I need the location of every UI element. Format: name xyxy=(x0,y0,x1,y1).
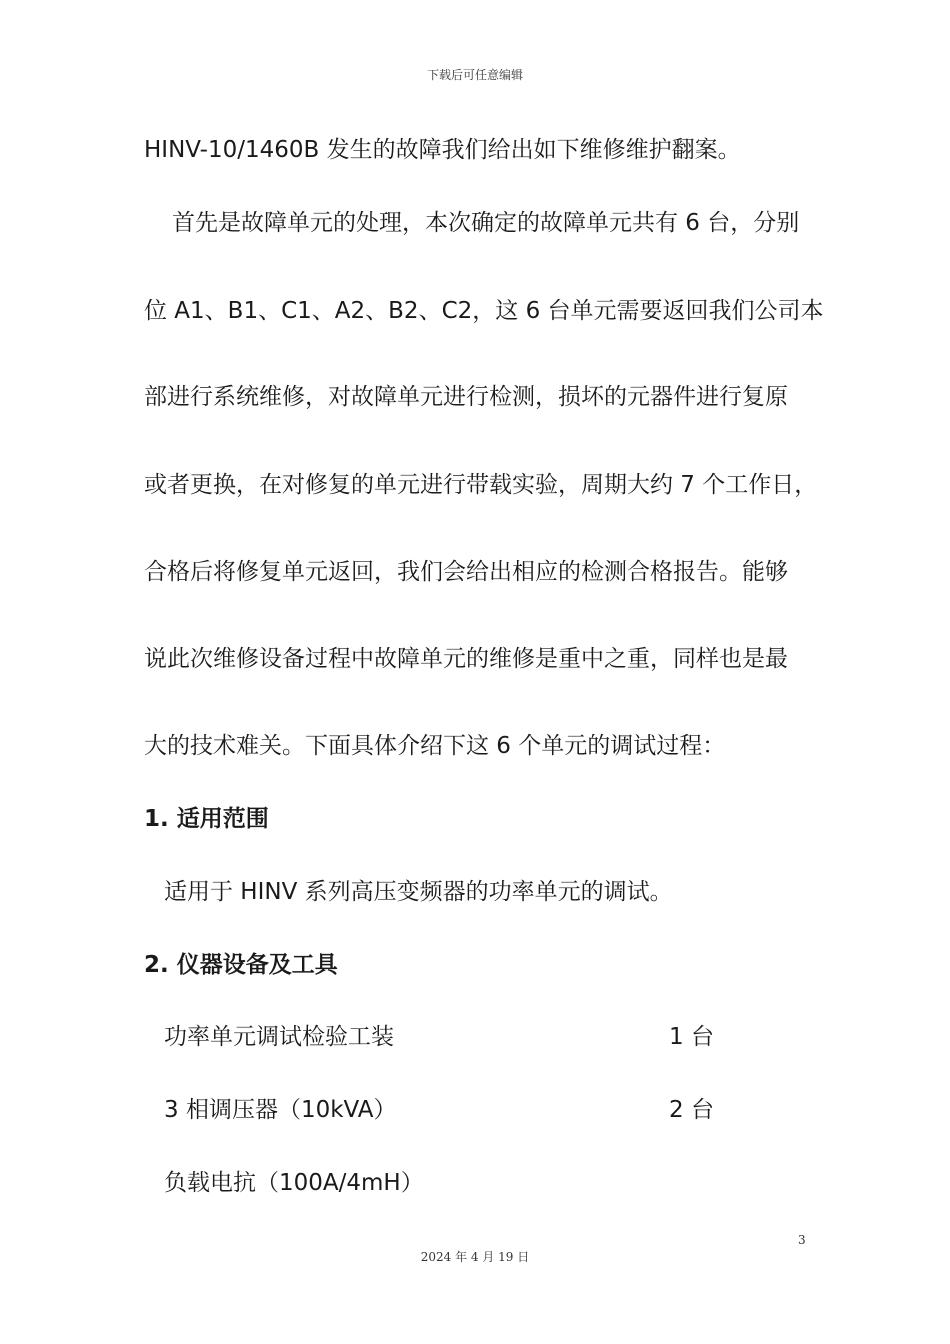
body-line-1: HINV-10/1460B 发生的故障我们给出如下维修维护翻案。 xyxy=(144,137,741,163)
section-heading-equipment: 2. 仪器设备及工具 xyxy=(144,952,338,978)
equipment-item-name: 功率单元调试检验工装 xyxy=(164,1024,394,1050)
body-line-3: 位 A1、B1、C1、A2、B2、C2，这 6 台单元需要返回我们公司本 xyxy=(144,298,824,324)
section-heading-scope: 1. 适用范围 xyxy=(144,806,269,832)
body-line-8: 大的技术难关。下面具体介绍下这 6 个单元的调试过程： xyxy=(144,733,726,759)
body-line-7: 说此次维修设备过程中故障单元的维修是重中之重，同样也是最 xyxy=(144,646,788,672)
body-line-4: 部进行系统维修，对故障单元进行检测，损坏的元器件进行复原 xyxy=(144,384,788,410)
equipment-item-name: 负载电抗（100A/4mH） xyxy=(164,1170,424,1196)
body-line-5: 或者更换，在对修复的单元进行带载实验，周期大约 7 个工作日， xyxy=(144,472,818,498)
page-footer-date: 2024 年 4 月 19 日 xyxy=(420,1250,530,1264)
equipment-item-qty: 2 台 xyxy=(669,1097,714,1123)
page-header: 下载后可任意编辑 xyxy=(426,68,523,82)
page-number: 3 xyxy=(798,1233,806,1247)
equipment-item-qty: 1 台 xyxy=(669,1024,714,1050)
body-line-6: 合格后将修复单元返回，我们会给出相应的检测合格报告。能够 xyxy=(144,559,788,585)
section-text-scope: 适用于 HINV 系列高压变频器的功率单元的调试。 xyxy=(164,879,673,905)
equipment-item-name: 3 相调压器（10kVA） xyxy=(164,1097,397,1123)
body-line-2: 首先是故障单元的处理，本次确定的故障单元共有 6 台，分别 xyxy=(172,210,800,236)
